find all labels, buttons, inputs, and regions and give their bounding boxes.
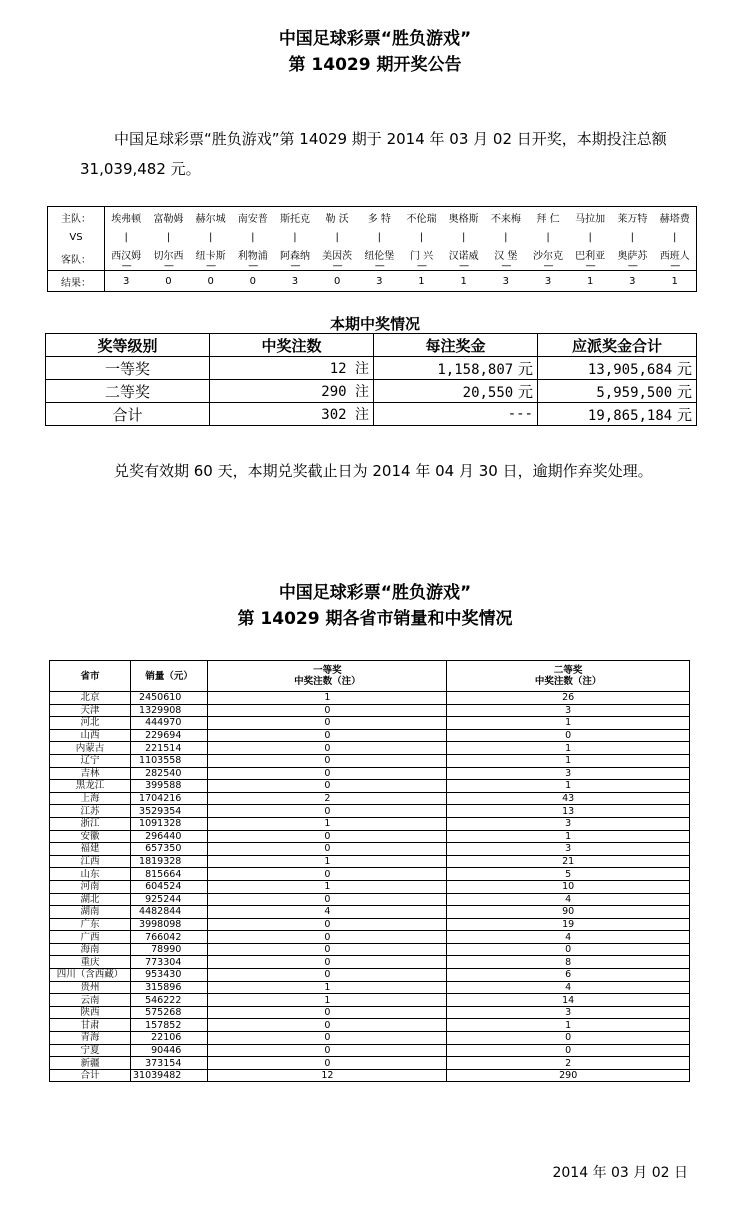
match-away-name: 纽伦堡 <box>364 251 395 262</box>
province-name: 甘肃 <box>50 1019 131 1032</box>
match-away-name: 奥萨苏 <box>617 251 648 262</box>
match-away-team <box>611 247 653 271</box>
prize-table <box>45 333 697 426</box>
province-name: 青海 <box>50 1032 131 1045</box>
province-sales: 766042 <box>131 931 208 944</box>
province-sales: 22106 <box>131 1032 208 1045</box>
province-row <box>50 1069 690 1082</box>
match-away-team <box>443 247 485 271</box>
province-name: 浙江 <box>50 817 131 830</box>
match-vs-mark: | <box>630 231 635 243</box>
province-name: 宁夏 <box>50 1044 131 1057</box>
match-away-team <box>105 247 148 271</box>
match-away-team <box>527 247 569 271</box>
province-second-prize: 8 <box>447 956 690 969</box>
province-first-prize: 1 <box>208 692 447 705</box>
province-second-prize: 1 <box>447 754 690 767</box>
province-name: 北京 <box>50 692 131 705</box>
match-result: 1 <box>569 271 611 292</box>
province-first-prize: 1 <box>208 855 447 868</box>
prize-total-unit: 元 <box>672 382 692 401</box>
match-away-underline: ---- <box>543 261 553 271</box>
prize-header-row <box>46 334 697 357</box>
province-second-prize: 14 <box>447 994 690 1007</box>
province-name: 安徽 <box>50 830 131 843</box>
prize-header-total: 应派奖金合计 <box>538 334 697 357</box>
match-home-team: 斯托克 <box>279 213 310 225</box>
province-second-prize: 5 <box>447 868 690 881</box>
province-second-prize: 290 <box>447 1069 690 1082</box>
prize-level: 二等奖 <box>46 380 210 403</box>
prize-each <box>374 380 538 403</box>
prize-each-unit: 元 <box>513 359 533 378</box>
province-first-prize: 0 <box>208 843 447 856</box>
match-away-underline: ---- <box>206 261 216 271</box>
province-second-prize: 3 <box>447 1006 690 1019</box>
match-away-team <box>400 247 442 271</box>
prize-each-value: --- <box>507 406 533 422</box>
province-first-prize: 0 <box>208 830 447 843</box>
province-first-prize: 0 <box>208 729 447 742</box>
match-home-team: 富勒姆 <box>153 213 184 225</box>
match-vs-mark: | <box>124 231 128 243</box>
match-away-underline: ---- <box>670 261 680 271</box>
province-first-prize: 0 <box>208 969 447 982</box>
province-first-prize: 0 <box>208 717 447 730</box>
result-label: 结果： <box>48 271 105 292</box>
match-away-underline: ---- <box>416 261 426 271</box>
province-name: 江西 <box>50 855 131 868</box>
province-first-prize: 0 <box>208 1032 447 1045</box>
footer-date: 2014 年 03 月 02 日 <box>552 1165 688 1181</box>
province-row <box>50 830 690 843</box>
match-result: 0 <box>147 271 189 292</box>
province-second-prize: 0 <box>447 729 690 742</box>
province-row <box>50 717 690 730</box>
match-home-team: 埃弗顿 <box>111 213 142 225</box>
province-row <box>50 805 690 818</box>
province-name: 吉林 <box>50 767 131 780</box>
province-title: 中国足球彩票“胜负游戏” <box>278 583 472 603</box>
match-away-underline: ---- <box>121 261 131 271</box>
province-second-prize: 4 <box>447 931 690 944</box>
match-result: 0 <box>190 271 232 292</box>
province-name: 天津 <box>50 704 131 717</box>
province-name: 辽宁 <box>50 754 131 767</box>
intro-paragraph <box>80 124 700 184</box>
prize-each-value: 20,550 <box>462 384 514 401</box>
match-home-team: 马拉加 <box>575 213 606 225</box>
match-result: 3 <box>274 271 316 292</box>
province-row <box>50 906 690 919</box>
match-vs-mark: | <box>673 231 677 243</box>
province-name: 重庆 <box>50 956 131 969</box>
match-result: 3 <box>527 271 569 292</box>
province-row <box>50 855 690 868</box>
province-second-prize: 1 <box>447 830 690 843</box>
prize-total-unit: 元 <box>672 359 692 378</box>
province-second-prize: 0 <box>447 943 690 956</box>
province-second-prize: 90 <box>447 906 690 919</box>
match-home-team: 拜 仁 <box>536 213 560 225</box>
match-result: 1 <box>400 271 442 292</box>
province-subtitle: 第 14029 期各省市销量和中奖情况 <box>237 609 513 629</box>
province-second-prize: 1 <box>447 742 690 755</box>
province-sales: 2450610 <box>131 692 208 705</box>
match-result: 1 <box>653 271 696 292</box>
match-away-name: 西班人 <box>659 251 690 262</box>
province-name: 山西 <box>50 729 131 742</box>
match-result: 3 <box>611 271 653 292</box>
province-first-prize: 0 <box>208 780 447 793</box>
vs-label: VS <box>48 227 105 247</box>
match-home-team: 勒 沃 <box>325 213 349 225</box>
province-name: 山东 <box>50 868 131 881</box>
province-sales: 315896 <box>131 981 208 994</box>
province-first-prize: 0 <box>208 767 447 780</box>
province-row <box>50 767 690 780</box>
province-name: 河南 <box>50 880 131 893</box>
match-home-team: 不伦瑞 <box>406 213 437 225</box>
match-home-team: 不来梅 <box>490 213 521 225</box>
province-row <box>50 1057 690 1070</box>
province-row <box>50 692 690 705</box>
match-vs-mark: | <box>588 231 592 243</box>
province-second-prize: 3 <box>447 843 690 856</box>
province-name: 黑龙江 <box>50 780 131 793</box>
match-away-underline: ---- <box>459 261 469 271</box>
province-second-prize: 3 <box>447 817 690 830</box>
province-row <box>50 956 690 969</box>
match-table <box>47 206 697 292</box>
province-first-prize: 4 <box>208 906 447 919</box>
province-second-prize: 3 <box>447 704 690 717</box>
match-away-underline: ---- <box>290 261 300 271</box>
match-away-underline: ---- <box>332 261 342 271</box>
province-name: 上海 <box>50 792 131 805</box>
province-row <box>50 918 690 931</box>
province-row <box>50 843 690 856</box>
match-vs-mark: | <box>461 231 466 243</box>
province-sales: 657350 <box>131 843 208 856</box>
province-sales: 953430 <box>131 969 208 982</box>
match-result: 0 <box>316 271 358 292</box>
province-first-prize: 1 <box>208 994 447 1007</box>
province-row <box>50 1044 690 1057</box>
province-row <box>50 981 690 994</box>
province-first-prize: 0 <box>208 956 447 969</box>
match-away-team <box>190 247 232 271</box>
province-sales: 546222 <box>131 994 208 1007</box>
match-vs-mark: | <box>504 231 508 243</box>
prize-each-value: 1,158,807 <box>437 361 514 378</box>
header-province: 省市 <box>50 661 131 692</box>
province-first-prize: 0 <box>208 931 447 944</box>
prize-each <box>374 357 538 380</box>
announcement-title: 中国足球彩票“胜负游戏” <box>278 29 472 49</box>
province-name: 云南 <box>50 994 131 1007</box>
match-away-team <box>358 247 400 271</box>
province-second-prize: 1 <box>447 1019 690 1032</box>
province-sales: 575268 <box>131 1006 208 1019</box>
prize-total <box>538 357 697 380</box>
prize-row <box>46 380 697 403</box>
province-first-prize: 0 <box>208 893 447 906</box>
prize-each <box>374 403 538 426</box>
province-second-prize: 13 <box>447 805 690 818</box>
province-second-prize: 26 <box>447 692 690 705</box>
province-sales: 221514 <box>131 742 208 755</box>
province-first-prize: 0 <box>208 704 447 717</box>
province-name: 湖南 <box>50 906 131 919</box>
match-away-underline: ---- <box>627 261 637 271</box>
prize-level: 合计 <box>46 403 210 426</box>
province-second-prize: 1 <box>447 780 690 793</box>
prize-count: 302 注 <box>210 403 374 426</box>
province-first-prize: 0 <box>208 918 447 931</box>
province-sales: 282540 <box>131 767 208 780</box>
province-second-prize: 3 <box>447 767 690 780</box>
province-second-prize: 0 <box>447 1044 690 1057</box>
prize-total <box>538 380 697 403</box>
intro-text: 中国足球彩票“胜负游戏”第 14029 期于 2014 年 03 月 02 日开奖，本期投注总额 31,039,482 元。 <box>80 130 667 178</box>
province-row <box>50 704 690 717</box>
province-sales: 296440 <box>131 830 208 843</box>
province-name: 贵州 <box>50 981 131 994</box>
match-vs-mark: | <box>251 231 255 243</box>
match-home-team: 南安普 <box>237 213 268 225</box>
prize-header-each: 每注奖金 <box>374 334 538 357</box>
match-result: 3 <box>105 271 148 292</box>
match-vs-mark: | <box>419 231 424 243</box>
province-row <box>50 994 690 1007</box>
province-name: 四川（含西藏） <box>50 969 131 982</box>
header-sales: 销量（元） <box>131 661 208 692</box>
province-sales: 90446 <box>131 1044 208 1057</box>
province-sales: 3998098 <box>131 918 208 931</box>
province-second-prize: 0 <box>447 1032 690 1045</box>
match-away-name: 阿森纳 <box>279 251 310 262</box>
away-label: 客队： <box>48 247 105 271</box>
province-row <box>50 931 690 944</box>
province-row <box>50 893 690 906</box>
province-sales: 1103558 <box>131 754 208 767</box>
province-first-prize: 0 <box>208 1019 447 1032</box>
province-sales: 815664 <box>131 868 208 881</box>
match-away-underline: ---- <box>501 261 511 271</box>
province-name: 湖北 <box>50 893 131 906</box>
province-second-prize: 4 <box>447 981 690 994</box>
province-row <box>50 880 690 893</box>
province-second-prize: 4 <box>447 893 690 906</box>
match-home-team: 赫塔费 <box>659 213 690 225</box>
province-row <box>50 943 690 956</box>
province-first-prize: 12 <box>208 1069 447 1082</box>
province-first-prize: 0 <box>208 754 447 767</box>
province-sales: 78990 <box>131 943 208 956</box>
province-row <box>50 742 690 755</box>
header-second-prize-title: 二等奖 <box>553 665 583 676</box>
province-name: 广西 <box>50 931 131 944</box>
province-first-prize: 0 <box>208 868 447 881</box>
header-second-prize-unit: 中奖注数（注） <box>534 676 602 687</box>
match-home-team: 多 特 <box>367 213 391 225</box>
home-label: 主队： <box>48 207 105 228</box>
province-sales: 773304 <box>131 956 208 969</box>
province-sales: 399588 <box>131 780 208 793</box>
match-away-underline: ---- <box>374 261 384 271</box>
province-sales: 1329908 <box>131 704 208 717</box>
province-name: 内蒙古 <box>50 742 131 755</box>
match-away-underline: ---- <box>163 261 173 271</box>
province-name: 陕西 <box>50 1006 131 1019</box>
prize-total <box>538 403 697 426</box>
match-away-team <box>274 247 316 271</box>
province-name: 合计 <box>50 1069 131 1082</box>
match-vs-mark: | <box>546 231 550 243</box>
prize-total-unit: 元 <box>672 405 692 424</box>
province-sales: 444970 <box>131 717 208 730</box>
match-vs-mark: | <box>208 231 213 243</box>
province-second-prize: 21 <box>447 855 690 868</box>
redeem-paragraph <box>80 456 700 486</box>
province-row <box>50 1032 690 1045</box>
match-vs-mark: | <box>377 231 381 243</box>
province-first-prize: 0 <box>208 742 447 755</box>
province-name: 福建 <box>50 843 131 856</box>
match-home-team: 奥格斯 <box>448 213 479 225</box>
province-row <box>50 754 690 767</box>
province-second-prize: 19 <box>447 918 690 931</box>
prize-total-value: 13,905,684 <box>587 361 673 378</box>
prize-each-unit: 元 <box>513 382 533 401</box>
province-row <box>50 1019 690 1032</box>
province-first-prize: 2 <box>208 792 447 805</box>
province-first-prize: 0 <box>208 805 447 818</box>
province-second-prize: 1 <box>447 717 690 730</box>
province-first-prize: 1 <box>208 880 447 893</box>
province-sales: 157852 <box>131 1019 208 1032</box>
province-name: 江苏 <box>50 805 131 818</box>
match-vs-mark: | <box>293 231 297 243</box>
match-home-team: 赫尔城 <box>195 213 226 225</box>
match-home-team: 莱万特 <box>617 213 648 225</box>
redeem-text: 兑奖有效期 60 天，本期兑奖截止日为 2014 年 04 月 30 日，逾期作弃奖处理。 <box>114 462 653 480</box>
header-first-prize-unit: 中奖注数（注） <box>294 676 361 687</box>
match-away-name: 纽卡斯 <box>195 251 226 262</box>
match-result: 0 <box>232 271 274 292</box>
match-away-name: 利物浦 <box>237 251 268 262</box>
prize-row <box>46 357 697 380</box>
match-away-name: 沙尔克 <box>533 251 563 262</box>
match-away-team <box>232 247 274 271</box>
province-first-prize: 1 <box>208 981 447 994</box>
header-second-prize <box>447 661 690 692</box>
province-second-prize: 2 <box>447 1057 690 1070</box>
prize-row <box>46 403 697 426</box>
match-away-name: 美因茨 <box>322 251 353 262</box>
province-second-prize: 43 <box>447 792 690 805</box>
match-result: 1 <box>443 271 485 292</box>
prize-level: 一等奖 <box>46 357 210 380</box>
match-away-name: 西汉姆 <box>111 251 142 262</box>
match-away-team <box>485 247 527 271</box>
province-row <box>50 969 690 982</box>
header-first-prize <box>208 661 447 692</box>
province-sales: 4482844 <box>131 906 208 919</box>
province-row <box>50 817 690 830</box>
province-row <box>50 1006 690 1019</box>
match-away-team <box>316 247 358 271</box>
province-sales: 1819328 <box>131 855 208 868</box>
match-away-underline: ---- <box>248 261 258 271</box>
prize-header-level: 奖等级别 <box>46 334 210 357</box>
province-row <box>50 868 690 881</box>
match-away-name: 切尔西 <box>153 251 184 262</box>
match-away-underline: ---- <box>585 261 595 271</box>
match-away-name: 汉诺威 <box>448 251 479 262</box>
province-sales: 1091328 <box>131 817 208 830</box>
province-second-prize: 6 <box>447 969 690 982</box>
province-name: 新疆 <box>50 1057 131 1070</box>
match-result: 3 <box>358 271 400 292</box>
province-header-row <box>50 661 690 692</box>
province-sales: 925244 <box>131 893 208 906</box>
province-second-prize: 10 <box>447 880 690 893</box>
province-sales: 1704216 <box>131 792 208 805</box>
prize-count: 290 注 <box>210 380 374 403</box>
prize-caption: 本期中奖情况 <box>329 315 420 333</box>
match-away-name: 巴利亚 <box>575 251 606 262</box>
prize-total-value: 19,865,184 <box>587 407 673 424</box>
province-name: 海南 <box>50 943 131 956</box>
province-row <box>50 792 690 805</box>
province-sales: 373154 <box>131 1057 208 1070</box>
province-first-prize: 0 <box>208 1006 447 1019</box>
match-vs-mark: | <box>335 231 339 243</box>
header-first-prize-title: 一等奖 <box>313 665 342 676</box>
province-sales: 31039482 <box>131 1069 208 1082</box>
prize-header-count: 中奖注数 <box>210 334 374 357</box>
match-away-team <box>653 247 696 271</box>
prize-count: 12 注 <box>210 357 374 380</box>
province-first-prize: 1 <box>208 817 447 830</box>
province-row <box>50 780 690 793</box>
match-away-team <box>147 247 189 271</box>
match-away-name: 门 兴 <box>409 251 434 262</box>
province-first-prize: 0 <box>208 1044 447 1057</box>
province-name: 河北 <box>50 717 131 730</box>
province-row <box>50 729 690 742</box>
match-away-team <box>569 247 611 271</box>
prize-total-value: 5,959,500 <box>596 384 673 401</box>
province-sales: 229694 <box>131 729 208 742</box>
province-first-prize: 0 <box>208 943 447 956</box>
province-name: 广东 <box>50 918 131 931</box>
province-first-prize: 0 <box>208 1057 447 1070</box>
match-result: 3 <box>485 271 527 292</box>
province-table <box>49 660 690 1082</box>
province-sales: 3529354 <box>131 805 208 818</box>
announcement-subtitle: 第 14029 期开奖公告 <box>288 55 462 75</box>
province-sales: 604524 <box>131 880 208 893</box>
match-vs-mark: | <box>166 231 171 243</box>
match-away-name: 汉 堡 <box>494 251 518 262</box>
